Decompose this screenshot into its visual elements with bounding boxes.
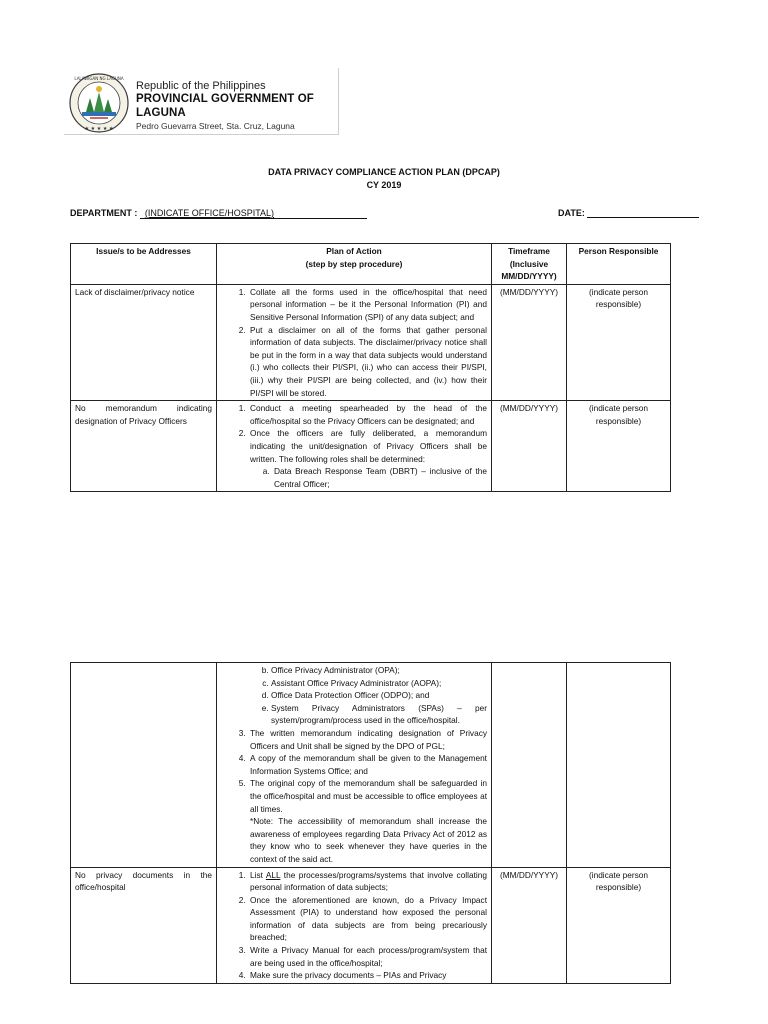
letterhead-address: Pedro Guevarra Street, Sta. Cruz, Laguna — [136, 120, 295, 131]
svg-text:LALAWIGAN NG LAGUNA: LALAWIGAN NG LAGUNA — [74, 76, 124, 81]
plan-cell — [217, 663, 492, 868]
plan-step: 3. The written memorandum indicating designation of Privacy Officers and Unit shall be signed by the DPO of PGL; — [248, 727, 487, 752]
plan-step: 1. List ALL the processes/programs/systems that involve collating personal information of data subjects; — [248, 869, 487, 894]
plan-step: 5. The original copy of the memorandum shall be safeguarded in the office/hospital and must be accessible to office employees at all times. — [248, 777, 487, 815]
plan-cell — [217, 401, 492, 492]
plan-step: 2. Put a disclaimer on all of the forms that gather personal information of data subjects. The disclaimer/privacy notice shall be put in the form in a way that data subjects would understand (i.) who collects their PI/SPI, (ii.) who can access their PI/SPI, (iii.) why their PI/SPI are being collected, and (iv.) how their PI/SPI will be stored. — [248, 324, 487, 400]
document-year: CY 2019 — [366, 180, 402, 190]
person-cell — [567, 663, 671, 868]
plan-step: 3. Write a Privacy Manual for each process/program/system that are being used in the office/hospital; — [248, 944, 487, 969]
document-title: DATA PRIVACY COMPLIANCE ACTION PLAN (DPCAP) — [268, 167, 500, 177]
table-row — [71, 284, 671, 400]
letterhead-republic: Republic of the Philippines — [136, 80, 266, 92]
person-cell: (indicate person responsible) — [567, 867, 671, 983]
page2-viewport — [0, 662, 768, 1024]
provincial-seal-icon — [68, 72, 130, 134]
table-row — [71, 867, 671, 983]
table-header-row — [71, 244, 671, 285]
issue-cell — [71, 663, 217, 868]
timeframe-cell: (MM/DD/YYYY) — [492, 401, 567, 492]
department-row — [70, 208, 367, 219]
plan-substep: d. Office Data Protection Officer (ODPO); and — [271, 689, 487, 702]
col-header-person: Person Responsible — [567, 244, 671, 285]
action-plan-table-page1 — [70, 243, 671, 492]
plan-substep: e. System Privacy Administrators (SPAs) – per system/program/process used in the office/hospital. — [271, 702, 487, 727]
plan-step: 1. Collate all the forms used in the office/hospital that need personal information – be it the Personal Information (PI) and Sensitive Personal Information (SPI) of any data subject; and — [248, 286, 487, 324]
date-label: DATE: — [558, 208, 585, 218]
table-row — [71, 663, 671, 868]
date-row — [558, 208, 699, 218]
letterhead — [64, 68, 339, 135]
table-row — [71, 401, 671, 492]
plan-step: 2. Once the aforementioned are known, do a Privacy Impact Assessment (PIA) to understand how exposed the personal information of data subjects are from being precariously breached; — [248, 894, 487, 944]
plan-note: *Note: The accessibility of memorandum shall increase the awareness of employees regarding Data Privacy Act of 2012 as they know who to seek whenever they have queries in the context of the said act. — [250, 816, 487, 864]
letterhead-government: PROVINCIAL GOVERNMENT OF LAGUNA — [136, 93, 314, 119]
plan-step: 4. A copy of the memorandum shall be given to the Management Information Systems Office; and — [248, 752, 487, 777]
timeframe-cell: (MM/DD/YYYY) — [492, 284, 567, 400]
plan-step: 1. Conduct a meeting spearheaded by the head of the office/hospital so the Privacy Officers can be designated; and — [248, 402, 487, 427]
person-cell: (indicate person responsible) — [567, 401, 671, 492]
plan-cell — [217, 284, 492, 400]
department-value: (INDICATE OFFICE/HOSPITAL) — [140, 208, 367, 219]
issue-cell: No memorandum indicating designation of Privacy Officers — [71, 401, 217, 492]
col-header-issue: Issue/s to be Addresses — [71, 244, 217, 285]
issue-cell: Lack of disclaimer/privacy notice — [71, 284, 217, 400]
col-header-plan: Plan of Action (step by step procedure) — [217, 244, 492, 285]
plan-substep: c. Assistant Office Privacy Administrator (AOPA); — [271, 677, 487, 690]
person-cell: (indicate person responsible) — [567, 284, 671, 400]
date-blank — [587, 208, 699, 218]
timeframe-cell — [492, 663, 567, 868]
issue-cell: No privacy documents in the office/hospital — [71, 867, 217, 983]
plan-step: 4. Make sure the privacy documents – PIAs and Privacy — [248, 969, 487, 982]
col-header-timeframe: Timeframe (Inclusive MM/DD/YYYY) — [492, 244, 567, 285]
action-plan-table-page2 — [70, 662, 671, 984]
plan-cell — [217, 867, 492, 983]
svg-text:★ ★ ★ ★ ★: ★ ★ ★ ★ ★ — [84, 126, 114, 132]
timeframe-cell: (MM/DD/YYYY) — [492, 867, 567, 983]
plan-step: 2. Once the officers are fully deliberated, a memorandum indicating the unit/designation of Privacy Officers shall be written. The following roles shall be determined: a. Data Breach Response Team (DBRT) – inclusive of the Central Officer; — [248, 427, 487, 490]
department-label: DEPARTMENT : — [70, 208, 138, 218]
plan-substep: a. Data Breach Response Team (DBRT) – inclusive of the Central Officer; — [272, 465, 487, 490]
plan-substep: b. Office Privacy Administrator (OPA); — [271, 664, 487, 677]
